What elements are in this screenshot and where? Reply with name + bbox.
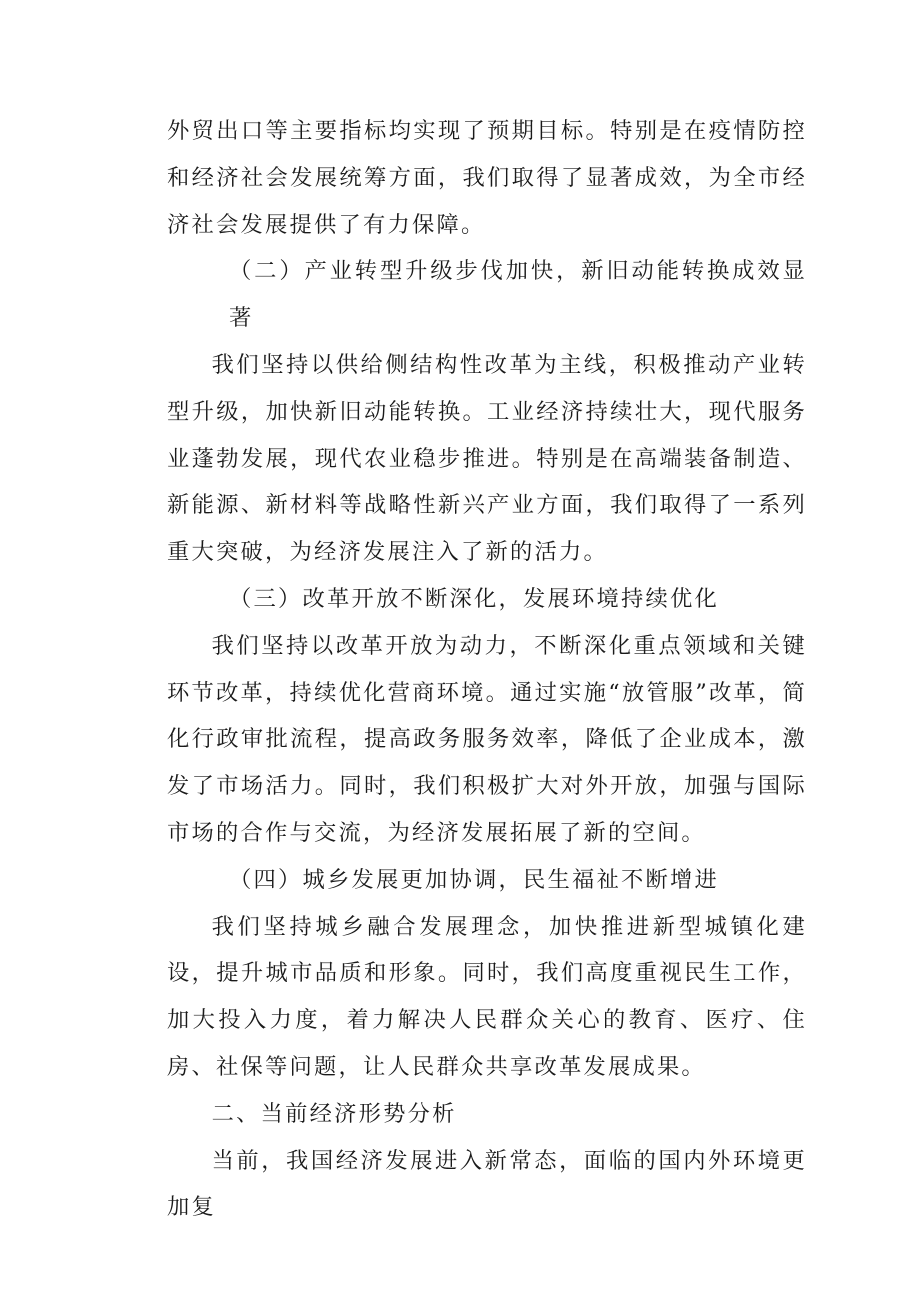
subheading-2: （二）产业转型升级步伐加快，新旧动能转换成效显著 <box>229 258 807 332</box>
paragraph-current-situation: 当前，我国经济发展进入新常态，面临的国内外环境更加复 <box>167 1147 807 1221</box>
subheading-3: （三）改革开放不断深化，发展环境持续优化 <box>229 585 719 612</box>
paragraph-industry: 我们坚持以供给侧结构性改革为主线，积极推动产业转型升级，加快新旧动能转换。工业经济持续壮大，现代服务业蓬勃发展，现代农业稳步推进。特别是在高端装备制造、新能源、新材料等战略性新兴产业方面，我们取得了一系列重大突破，为经济发展注入了新的活力。 <box>167 351 807 566</box>
paragraph-reform: 我们坚持以改革开放为动力，不断深化重点领域和关键环节改革，持续优化营商环境。通过实施“放管服”改革，简化行政审批流程，提高政务服务效率，降低了企业成本，激发了市场活力。同时，我们积极扩大对外开放，加强与国际市场的合作与交流，为经济发展拓展了新的空间。 <box>167 632 807 846</box>
section-heading-2: 二、当前经济形势分析 <box>211 1100 457 1127</box>
paragraph-continuation: 外贸出口等主要指标均实现了预期目标。特别是在疫情防控和经济社会发展统筹方面，我们取得了显著成效，为全市经济社会发展提供了有力保障。 <box>167 118 807 238</box>
paragraph-urban-rural: 我们坚持城乡融合发展理念，加快推进新型城镇化建设，提升城市品质和形象。同时，我们高度重视民生工作，加大投入力度，着力解决人民群众关心的教育、医疗、住房、社保等问题，让人民群众共享改革发展成果。 <box>167 913 807 1080</box>
subheading-4: （四）城乡发展更加协调，民生福祉不断增进 <box>229 866 719 893</box>
document-body <box>167 108 807 1231</box>
